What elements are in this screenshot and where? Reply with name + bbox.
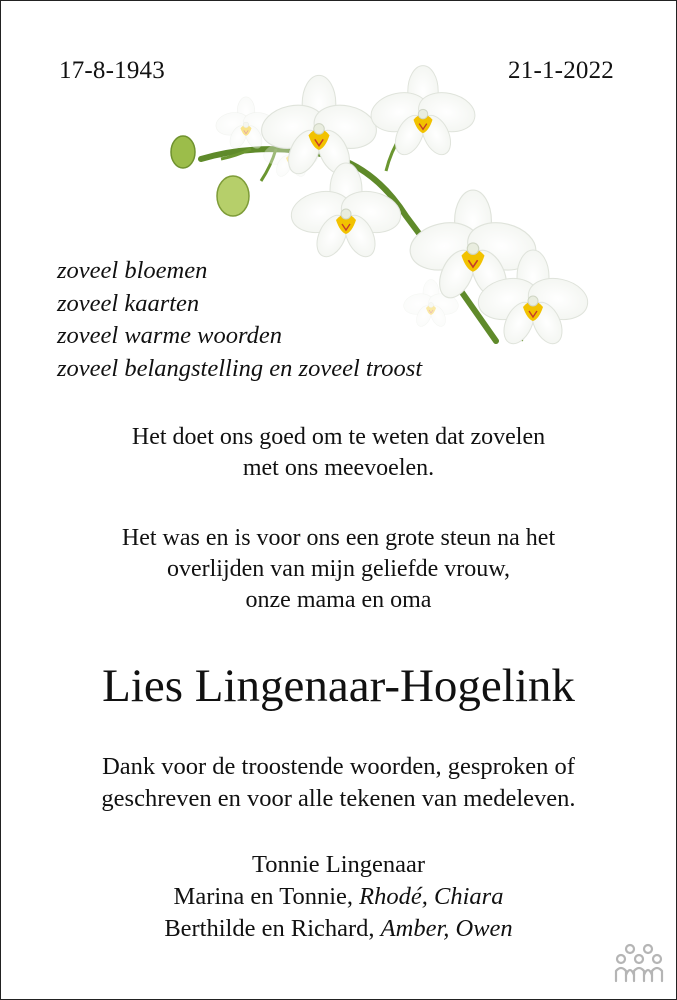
- family-parents: Berthilde en Richard,: [164, 915, 375, 942]
- death-date: 21-1-2022: [508, 57, 614, 84]
- thanks-message: [1, 751, 676, 815]
- message-sympathy: [1, 422, 676, 484]
- message-line: Het doet ons goed om te weten dat zovelen: [131, 424, 546, 450]
- poem-line: zoveel kaarten: [57, 289, 200, 317]
- poem: [57, 255, 422, 385]
- birth-date: 17-8-1943: [59, 57, 165, 84]
- family-line: [1, 913, 676, 945]
- thanks-line: geschreven en voor alle tekenen van medeleven.: [101, 785, 576, 812]
- poem-line: zoveel warme woorden: [57, 322, 282, 349]
- deceased-name: Lies Lingenaar-Hogelink: [102, 660, 575, 712]
- message-line: onze mama en oma: [245, 587, 432, 613]
- family-line: [1, 881, 676, 913]
- message-line: overlijden van mijn geliefde vrouw,: [166, 556, 510, 582]
- family-line: Tonnie Lingenaar: [251, 851, 426, 878]
- people-group-logo-icon: [614, 943, 664, 985]
- message-support: [1, 523, 676, 616]
- message-line: Het was en is voor ons een grote steun na het: [121, 525, 556, 551]
- family-grandchildren: Amber, Owen: [380, 915, 513, 942]
- thanks-line: Dank voor de troostende woorden, gesproken of: [102, 753, 575, 780]
- family-signature: [1, 849, 676, 945]
- message-line: met ons meevoelen.: [242, 455, 435, 481]
- family-parents: Marina en Tonnie,: [173, 883, 354, 910]
- poem-line: zoveel belangstelling en zoveel troost: [57, 354, 423, 382]
- poem-line: zoveel bloemen: [57, 257, 208, 284]
- family-grandchildren: Rhodé, Chiara: [359, 883, 504, 910]
